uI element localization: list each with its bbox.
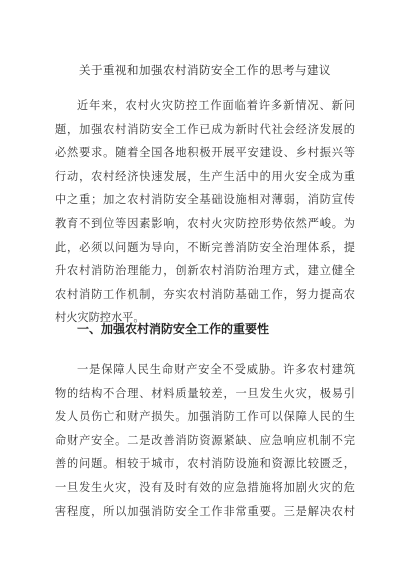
- intro-paragraph: [55, 94, 355, 330]
- paragraph-line: 近年来，农村火灾防控工作面临着许多新情况、新问: [77, 99, 355, 112]
- paragraph-line: 命财产安全。二是改善消防资源紧缺、应急响应机制不完: [55, 433, 355, 447]
- document-title: 关于重视和加强农村消防安全工作的思考与建议: [79, 63, 331, 77]
- paragraph-line: 升农村消防治理能力，创新农村消防治理方式，建立健全: [55, 264, 355, 278]
- paragraph-line: 此，必须以问题为导向，不断完善消防安全治理体系，提: [55, 240, 355, 254]
- paragraph-line: 必然要求。随着全国各地积极开展平安建设、乡村振兴等: [55, 146, 355, 160]
- paragraph-line: 物的结构不合理、材料质量较差，一旦发生火灾，极易引: [55, 386, 355, 400]
- paragraph-line: 一是保障人民生命财产安全不受威胁。许多农村建筑: [77, 363, 355, 376]
- section1-paragraph: [55, 358, 355, 523]
- paragraph-line: 题，加强农村消防安全工作已成为新时代社会经济发展的: [55, 122, 355, 136]
- paragraph-line: 害程度，所以加强消防安全工作非常重要。三是解决农村: [55, 504, 355, 518]
- paragraph-line: 善的问题。相较于城市，农村消防设施和资源比较匮乏，: [55, 457, 355, 471]
- paragraph-line: 行动，农村经济快速发展，生产生活中的用火安全成为重: [55, 169, 355, 183]
- paragraph-line: 中之重；加之农村消防安全基础设施相对薄弱，消防宣传: [55, 193, 355, 207]
- paragraph-line: 村火灾防控水平。: [55, 311, 145, 325]
- paragraph-line: 教育不到位等因素影响，农村火灾防控形势依然严峻。为: [55, 216, 355, 230]
- section-heading: 一、加强农村消防安全工作的重要性: [77, 322, 270, 336]
- paragraph-line: 发人员伤亡和财产损失。加强消防工作可以保障人民的生: [55, 410, 355, 424]
- paragraph-line: 一旦发生火灾，没有及时有效的应急措施将加剧火灾的危: [55, 480, 355, 494]
- paragraph-line: 农村消防工作机制，夯实农村消防基础工作，努力提高农: [55, 287, 355, 301]
